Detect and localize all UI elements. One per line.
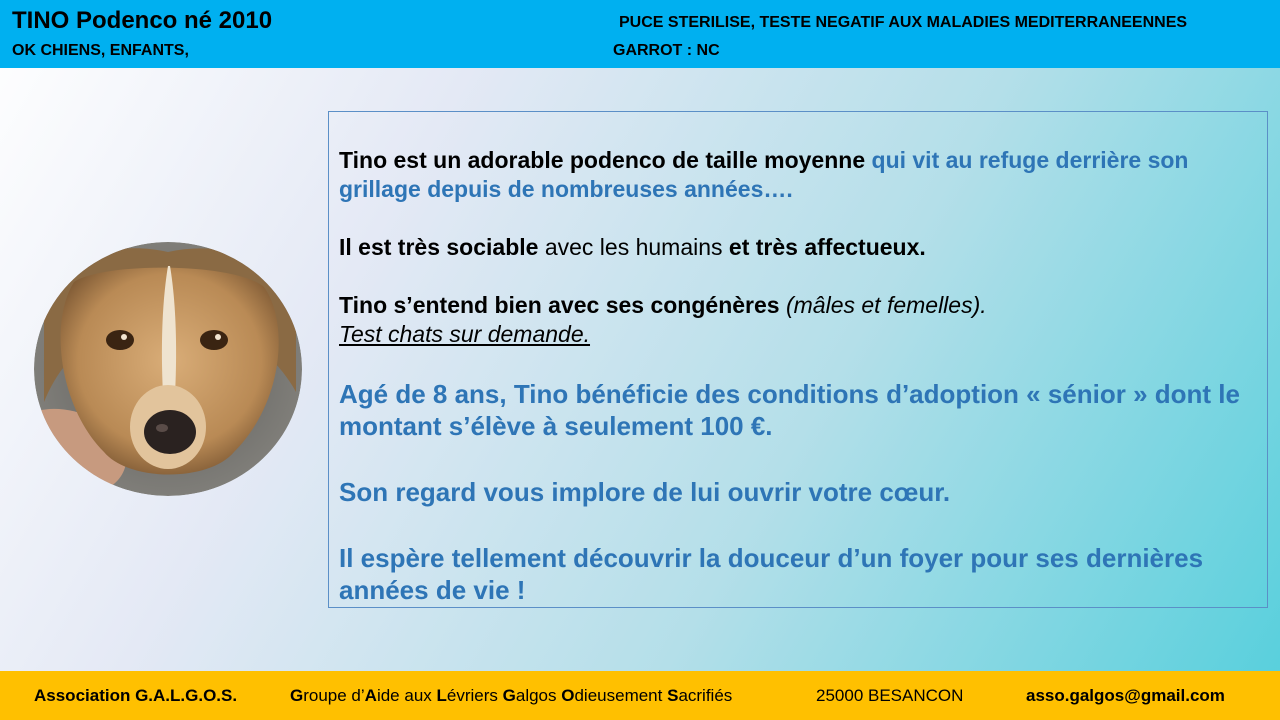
association-full-name: [290, 686, 732, 706]
footer-banner: [0, 671, 1280, 720]
intro-highlight: qui vit au refuge derrière son grillage depuis de nombreuses années….: [339, 147, 1189, 202]
dogs-compat-text: Tino s’entend bien avec ses congénères: [339, 292, 780, 318]
group-name-part: dieusement: [574, 686, 668, 705]
compatibility-info: OK CHIENS, ENFANTS,: [12, 42, 189, 59]
affection-text: et très affectueux.: [728, 234, 926, 260]
group-name-part: S: [667, 686, 679, 705]
dog-name-title: TINO Podenco né 2010: [12, 7, 273, 34]
association-name: Association G.A.L.G.O.S.: [34, 686, 238, 705]
garrot-info: GARROT : NC: [613, 42, 720, 59]
cats-test-paragraph: [339, 320, 1257, 349]
sociability-paragraph: [339, 233, 1257, 262]
group-name-part: A: [364, 686, 377, 705]
cats-test-text: Test chats sur demande.: [339, 321, 591, 347]
group-name-part: algos: [515, 686, 562, 705]
sociable-text: Il est très sociable: [339, 234, 539, 260]
adoption-paragraph: Agé de 8 ans, Tino bénéficie des conditions d’adoption « sénior » dont le montant s’élève à seulement 100 €.: [339, 379, 1240, 441]
group-name-part: O: [561, 686, 575, 705]
dogs-compat-paragraph: [339, 291, 1257, 320]
intro-text: Tino est un adorable podenco de taille moyenne: [339, 147, 872, 173]
group-name-part: G: [502, 686, 516, 705]
contact-email[interactable]: asso.galgos@gmail.com: [1026, 686, 1225, 705]
humans-text: avec les humains: [538, 234, 729, 260]
group-name-part: G: [290, 686, 304, 705]
group-name-part: L: [436, 686, 447, 705]
sexes-text: (mâles et femelles).: [779, 292, 987, 318]
dog-photo: [34, 242, 302, 496]
group-name-part: ide aux: [376, 686, 437, 705]
hope-paragraph: Il espère tellement découvrir la douceur d’un foyer pour ses dernières années de vie !: [339, 543, 1204, 605]
gaze-paragraph: Son regard vous implore de lui ouvrir votre cœur.: [339, 477, 951, 507]
health-info: PUCE STERILISE, TESTE NEGATIF AUX MALADIES MEDITERRANEENNES: [619, 14, 1188, 31]
header-banner: [0, 0, 1280, 68]
group-name-part: roupe d’: [303, 686, 365, 705]
description-box: [328, 111, 1268, 608]
group-name-part: acrifiés: [678, 686, 733, 705]
group-name-part: évriers: [446, 686, 503, 705]
association-city: 25000 BESANCON: [816, 686, 964, 705]
intro-paragraph: [339, 146, 1257, 204]
